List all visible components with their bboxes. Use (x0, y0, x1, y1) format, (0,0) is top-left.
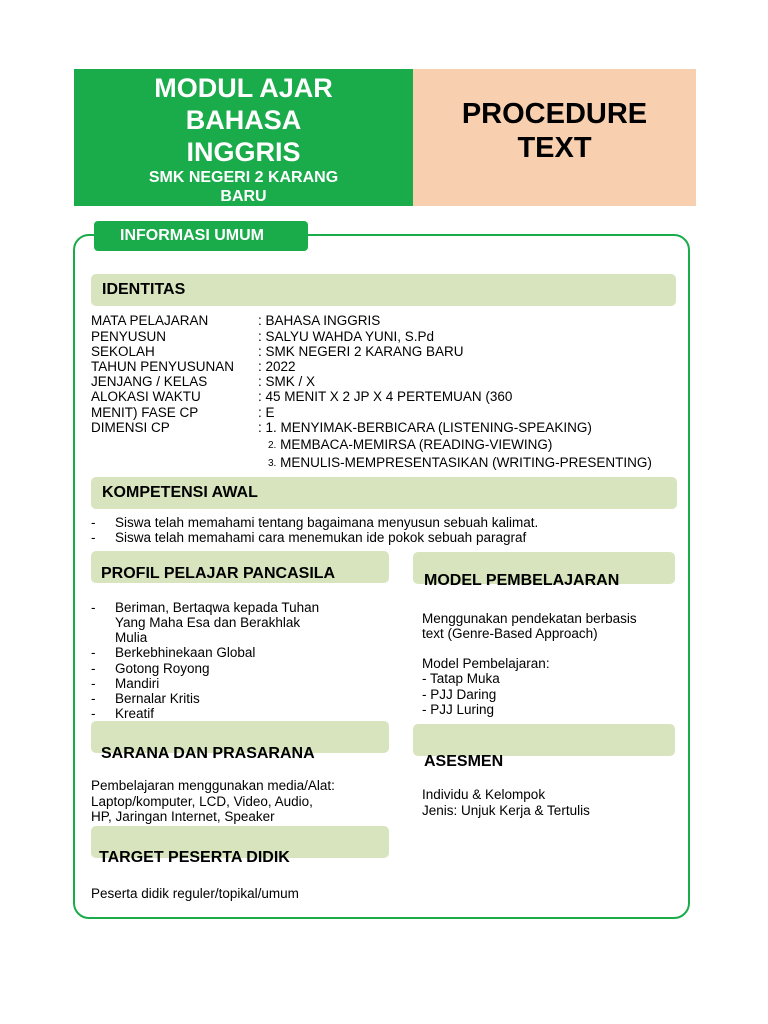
model-item: - PJJ Daring (422, 687, 497, 702)
identitas-label: DIMENSI CP (91, 420, 170, 435)
bullet-dash: - (91, 676, 96, 691)
title-line-2: BAHASA (185, 105, 302, 135)
header-topic-block (413, 69, 696, 206)
identitas-value: : E (258, 405, 275, 420)
school-line-1: SMK NEGERI 2 KARANG (148, 169, 339, 186)
dimensi-text: MEMBACA-MEMIRSA (READING-VIEWING) (280, 437, 553, 452)
profil-item: Mandiri (115, 676, 160, 691)
topic-line-1: PROCEDURE (461, 98, 648, 130)
identitas-value: : 45 MENIT X 2 JP X 4 PERTEMUAN (360 (258, 389, 513, 404)
identitas-value: : SALYU WAHDA YUNI, S.Pd (258, 329, 435, 344)
bullet-dash: - (91, 530, 96, 545)
sarana-line: Laptop/komputer, LCD, Video, Audio, (91, 794, 313, 809)
identitas-label: SEKOLAH (91, 344, 155, 359)
sarana-line: HP, Jaringan Internet, Speaker (91, 809, 275, 824)
target-heading: TARGET PESERTA DIDIK (91, 826, 389, 858)
identitas-value: : 2022 (258, 359, 296, 374)
model-desc-line: Menggunakan pendekatan berbasis (422, 611, 637, 626)
identitas-label: MENIT) FASE CP (91, 405, 199, 420)
identitas-label: JENJANG / KELAS (91, 374, 208, 389)
bullet-dash: - (91, 706, 96, 721)
profil-item: Kreatif (115, 706, 155, 721)
identitas-label: PENYUSUN (91, 329, 167, 344)
bullet-dash: - (91, 661, 96, 676)
model-item: - Tatap Muka (422, 671, 500, 686)
identitas-label: MATA PELAJARAN (91, 313, 209, 328)
identitas-label: ALOKASI WAKTU (91, 389, 201, 404)
model-sub-heading: Model Pembelajaran: (422, 656, 550, 671)
model-item: - PJJ Luring (422, 702, 495, 717)
bullet-dash: - (91, 600, 96, 615)
dimensi-item-2 (268, 437, 552, 454)
title-line-3: INGGRIS (186, 137, 301, 167)
profil-item: Bernalar Kritis (115, 691, 200, 706)
kompetensi-item: Siswa telah memahami cara menemukan ide pokok sebuah paragraf (115, 530, 527, 545)
kompetensi-item: Siswa telah memahami tentang bagaimana menyusun sebuah kalimat. (115, 515, 539, 530)
asesmen-line: Jenis: Unjuk Kerja & Tertulis (422, 803, 590, 818)
dimensi-item-3 (268, 455, 652, 472)
header-title-block (74, 69, 413, 206)
profil-item: Gotong Royong (115, 661, 210, 676)
profil-item: Berkebhinekaan Global (115, 645, 256, 660)
profil-pelajar-heading: PROFIL PELAJAR PANCASILA (91, 551, 389, 583)
profil-item: Beriman, Bertaqwa kepada Tuhan (115, 600, 320, 615)
sarana-line: Pembelajaran menggunakan media/Alat: (91, 778, 335, 793)
model-pembelajaran-heading: MODEL PEMBELAJARAN (413, 552, 675, 584)
asesmen-line: Individu & Kelompok (422, 787, 546, 802)
title-line-1: MODUL AJAR (154, 73, 333, 103)
profil-item-continued: Yang Maha Esa dan Berakhlak (115, 615, 301, 630)
identitas-value: : SMK / X (258, 374, 316, 389)
identitas-label: TAHUN PENYUSUNAN (91, 359, 235, 374)
bullet-dash: - (91, 515, 96, 530)
kompetensi-awal-heading: KOMPETENSI AWAL (91, 477, 677, 509)
informasi-umum-tab: INFORMASI UMUM (94, 221, 308, 251)
identitas-heading: IDENTITAS (91, 274, 676, 306)
dimensi-text: MENULIS-MEMPRESENTASIKAN (WRITING-PRESENTING) (280, 455, 652, 470)
bullet-dash: - (91, 691, 96, 706)
identitas-value: : BAHASA INGGRIS (258, 313, 381, 328)
model-desc-line: text (Genre-Based Approach) (422, 626, 598, 641)
bullet-dash: - (91, 645, 96, 660)
target-text: Peserta didik reguler/topikal/umum (91, 886, 299, 901)
topic-line-2: TEXT (517, 132, 592, 164)
profil-item-continued: Mulia (115, 630, 148, 645)
asesmen-heading: ASESMEN (413, 724, 675, 756)
dimensi-number: 2. (268, 440, 277, 451)
identitas-value: : 1. MENYIMAK-BERBICARA (LISTENING-SPEAKING) (258, 420, 592, 435)
identitas-value: : SMK NEGERI 2 KARANG BARU (258, 344, 464, 359)
sarana-heading: SARANA DAN PRASARANA (91, 721, 389, 753)
school-line-2: BARU (220, 188, 267, 205)
dimensi-number: 3. (268, 458, 277, 469)
